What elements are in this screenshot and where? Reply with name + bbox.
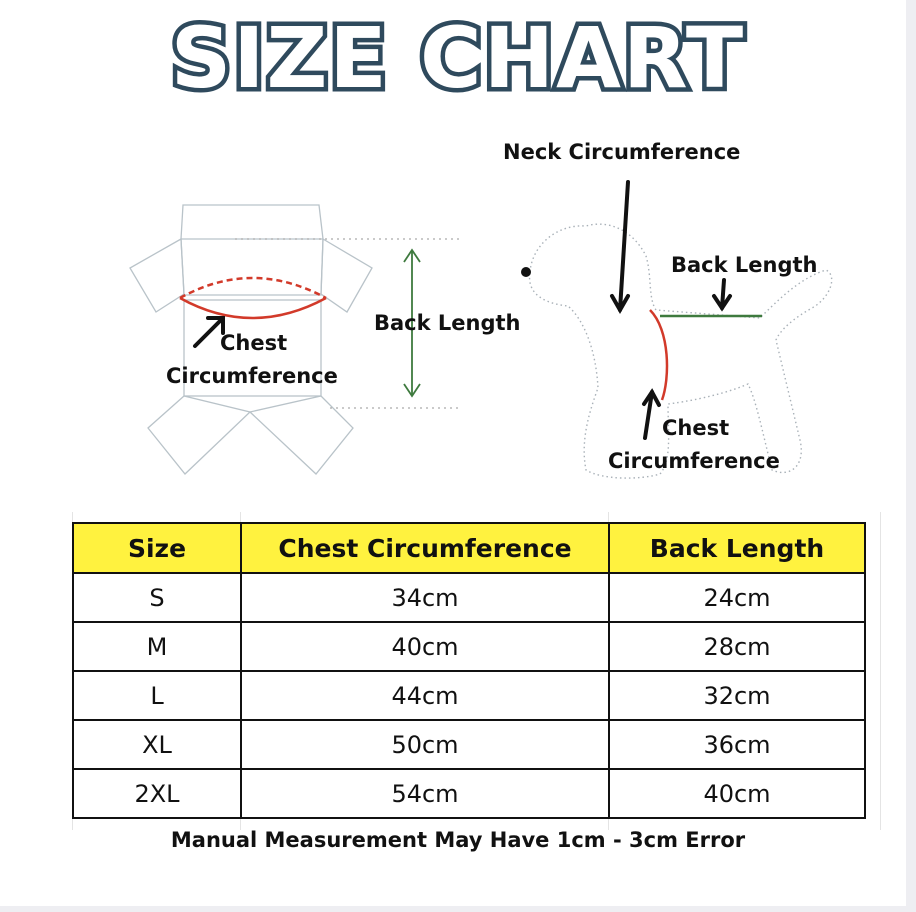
table-row [73, 573, 865, 622]
dog-neck-pointer [612, 182, 628, 310]
garment-chest-label-line2: Circumference [166, 364, 338, 388]
back-length-cell: 36cm [609, 720, 865, 769]
dog-chest-label-line1: Chest [662, 416, 730, 440]
garment-chest-label-line1: Chest [220, 331, 288, 355]
dog-chest-line [650, 310, 667, 400]
garment-chest-ellipse [180, 278, 326, 318]
dog-back-length-label: Back Length [671, 253, 818, 277]
page-title: SIZE CHART [170, 9, 746, 107]
dog-chest-label-line2: Circumference [608, 449, 780, 473]
table-row [73, 769, 865, 818]
garment-left-sleeve [130, 239, 184, 312]
dog-chest-pointer [644, 392, 659, 438]
back-length-cell: 28cm [609, 622, 865, 671]
chest-cell: 54cm [241, 769, 609, 818]
size-cell: 2XL [73, 769, 241, 818]
dog-back-pointer [714, 280, 730, 308]
size-cell: M [73, 622, 241, 671]
back-length-cell: 24cm [609, 573, 865, 622]
back-length-cell: 32cm [609, 671, 865, 720]
table-ghost-line [880, 512, 881, 830]
table-row [73, 720, 865, 769]
back-length-cell: 40cm [609, 769, 865, 818]
header-size: Size [73, 523, 241, 573]
header-chest-circumference: Chest Circumference [241, 523, 609, 573]
measurement-footnote: Manual Measurement May Have 1cm - 3cm Error [170, 828, 746, 852]
garment-back-length-label: Back Length [374, 311, 521, 335]
size-table [72, 522, 866, 819]
chest-cell: 40cm [241, 622, 609, 671]
chest-cell: 50cm [241, 720, 609, 769]
garment-left-leg [148, 396, 250, 474]
header-back-length: Back Length [609, 523, 865, 573]
dog-neck-label: Neck Circumference [503, 140, 741, 164]
size-cell: XL [73, 720, 241, 769]
table-row [73, 671, 865, 720]
size-cell: L [73, 671, 241, 720]
dog-nose [521, 267, 531, 277]
garment-collar [181, 205, 323, 239]
size-cell: S [73, 573, 241, 622]
chest-cell: 34cm [241, 573, 609, 622]
table-row [73, 622, 865, 671]
garment-chest-pointer [195, 318, 223, 346]
chest-cell: 44cm [241, 671, 609, 720]
garment-right-sleeve [321, 239, 372, 312]
table-header-row [73, 523, 865, 573]
